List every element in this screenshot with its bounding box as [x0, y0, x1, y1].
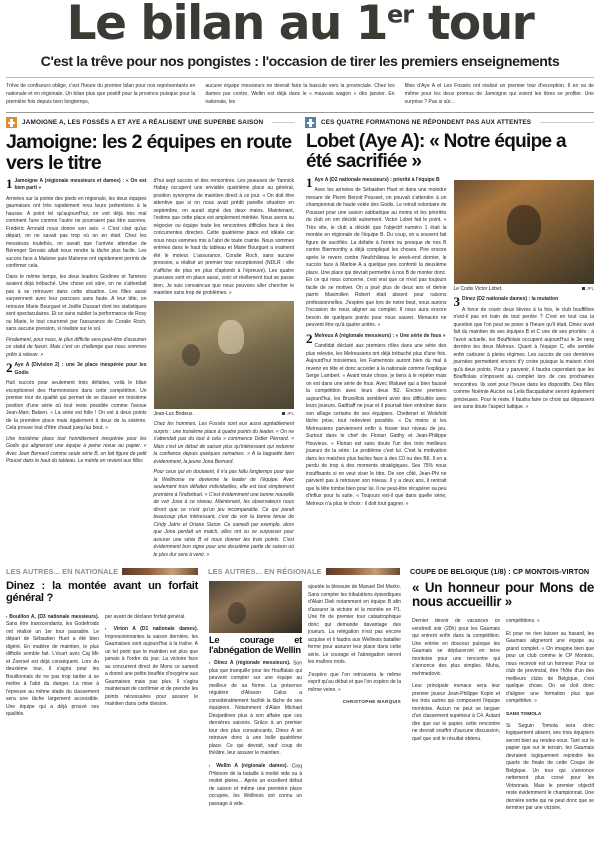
caption-text: Le Codis Victor Lobet. — [453, 285, 503, 292]
plus-icon — [6, 117, 17, 128]
item-number: 1 — [306, 174, 313, 190]
dinez-columns — [6, 609, 198, 724]
paragraph: Si Seguin Tomola sera donc logiquement absent, ses trois équipiers seront bien au rendez-vous. Tant sur le papier que sur le terrain, les Gaumais devraient logiquement rejoindre les quarts de finale de cette Coupe de Belgique. Un tour qui s'annonce nettement plus corsé pour les Virtonnais. Mais le premier objectif reste évidemment le championnat. Une dernière sortie qui ne peut donc que se terminer par une victoire. — [506, 722, 594, 812]
dinez-col-1 — [6, 609, 99, 724]
divider-intro — [6, 112, 594, 113]
caption-text: Jean-Luc Bodeux. — [153, 410, 194, 417]
coupe-col-2 — [506, 613, 594, 818]
intro-col-1: Trêve de confiseurs oblige, c'est l'heure du premier bilan pour nos représentants en nationale et en régionale. Un bilan plus que positif pour la province puisque pour la première fois depuis bien longtemps, — [6, 83, 196, 105]
article-jamoigne-col-2 — [154, 178, 295, 563]
lower-article-dinez — [6, 579, 198, 818]
credit-square-icon — [282, 412, 285, 415]
page-subtitle: C'est la trêve pour nos pongistes : l'occasion de tirer les premiers enseignements — [40, 54, 560, 71]
paragraph: Dernier devoir de vacances ce vendredi soir (20h) pour les Gaumais qui entrent enfin dans la compétition. Une entrée en douceur puisque les Gaumais se déplaceront en terre montoise pour une rencontre qui s'annonce des plus simples. Muha, mehmedovic. — [412, 618, 500, 677]
item-lead: Aye A (D2 nationale messieurs) : priorité à l'équipe B — [314, 176, 440, 183]
paragraph: Huit succès pour seulement trois défaites, voilà le bilan exceptionnel des Harmonoises dans cette compétition. Un premier tour de qualité qui permet de se classer en troisième position d'une série où tout reste possible comme l'avoue Jean-Marc Balsen. « La série est folle ! On est à deux points de la première place mais également à deux de la sixième. Cela prouve tout d'être chaud jusqu'au bout. » — [6, 380, 147, 432]
page-title — [6, 0, 594, 51]
lower-article-wellin — [209, 579, 401, 818]
paragraph: J'espère que l'on retrouvera le même esprit qu'au début et que l'on espère de la même veine. » — [308, 671, 401, 693]
item-lead: ▪ Dinez A (régionale messieurs). — [209, 660, 290, 666]
article-lobet-col-1 — [306, 174, 447, 512]
paragraph: Dans le même temps, les deux leaders Godinne et Tamines avaient déjà trébuché. Une chose est sûre, on ne s'attendait pas à se retrouver dans cette situation. Les filles aussi surprennent avec leur parcours sans faute. A leur tête, on retrouve Marie Bourguet et Joëlle Dussart dont les statistiques sont spectaculaires. Et ce sans oublier la performance de Rosy ou Marie, le tout couronné par l'assurance de Coralie Roch, sans aucune pression, si réaliste sur le sol. — [6, 273, 147, 333]
paragraph: Sans être transcendants, les Godefroids ont réalisé un 1er tour passable. Le départ de Sébastien Huet a été bien digéré. En matière de maintien, le plus difficile semble fait. L'écart avec Caj Mir et Zoersel est déjà conséquent. Lors du deuxième tour, il s'agira pour les Bouillonnais de ne pas trop tarder à se mettre à l'abri du danger. La mise à l'épreuve au même stade du classement sera une tâche largement accessible. Une équipe qui a déjà prouvé ses qualités. — [6, 621, 99, 718]
feature-articles — [6, 131, 594, 562]
photo-lobet — [454, 180, 595, 284]
item-number: 2 — [306, 330, 313, 346]
lower-article-coupe — [412, 579, 594, 818]
banner-gradient-bar — [326, 568, 400, 575]
lower-section — [6, 579, 594, 818]
photo-caption-jamoigne — [154, 411, 295, 419]
credit-text: JPL — [586, 285, 594, 291]
paragraph: Et pour ne rien laisser au hasard, les Gaumais aligneront une équipe au grand complet. « On imagine bien que pour un club comme le CP Montois, nous recevoir est un honneur. Pour ce club de provincial, être l'hôte d'un des meilleurs clubs de Belgique, c'est quelque chose. On se doit donc d'aligner une formation plus que compétitive. » — [506, 630, 594, 705]
paragraph: Une troisième place tout honnêtement inespérée pour les Godis qui aligneront une équipe à peine revue au papier. « Avec Jean Bernard comme seule série B, on fait figure de petit Poucet dans le haut du tableau. Le mérite en revient aux filles — [6, 435, 147, 465]
article-lobet-col-2 — [454, 177, 595, 512]
wellin-columns — [209, 579, 401, 813]
lower-article-dinez-headline: Dinez : la montée avant un forfait général ? — [6, 580, 198, 604]
section-banner-left — [6, 117, 295, 128]
lower-banner-regionale — [208, 567, 400, 576]
paragraph: compétitions. » — [506, 618, 540, 625]
article-lobet — [306, 131, 594, 562]
photo-figure — [507, 205, 541, 245]
dinez-col-2 — [105, 609, 198, 724]
lower-banner-row — [6, 567, 594, 576]
wellin-col-1 — [209, 579, 302, 813]
lower-banner-coupe — [410, 567, 594, 576]
section-banner-left-label: JAMOIGNE A, LES FOSSÉS A ET AYE A RÉALISENT UNE SUPERBE SAISON — [22, 119, 264, 127]
photo-caption-lobet — [454, 286, 595, 294]
paragraph: Impressionnantes la saison dernière, les Gaumaises sont aujourd'hui à la traîne. A un tel point que le maintien est plus que jamais à l'ordre du jour. La victoire face au concurrent direct de Mons ce samedi a donné une petite bouffée d'oxygène aux Gaumaises mais pas plus. Il s'agira maintenant de confirmer et de prendre les points nécessaires pour assurer le maintien dans cette division. — [105, 633, 198, 708]
masthead-ordinal: er — [386, 0, 414, 29]
photo-jamoigne — [154, 301, 295, 409]
newspaper-page — [0, 2, 600, 850]
paragraph: Chez les hommes, Les Fossés sont eux aussi agréablement surpris : une troisième place à quatre points du leader. « On ne s'attendait pas du tout à cela » commence Didier Pierrard. « Mais c'est un début de saison plus qu'intéressant qui redonne la confiance depuis quelques semaines. » A la baguette bien évidemment, la jeune Jona Bernard. — [153, 421, 294, 465]
paragraph: Finalement, pour nous, le plus difficile sera peut-être d'assumer ce statut de favori. Mais c'est un challenge que nous sommes prêts à relever. » — [6, 336, 147, 358]
section-banner-right — [305, 117, 594, 128]
item-number: 2 — [6, 360, 13, 376]
intro-col-2: aucune équipe messieurs ne devrait faire la bascule vers la provinciale. Chez les dames par contre, Wellin est déjà dans le « mauvais wagon » dès janvier. En nationale, les — [205, 83, 395, 105]
photo-figure — [182, 344, 200, 366]
item-number: 1 — [6, 175, 13, 191]
intro-block — [6, 83, 594, 106]
paragraph: per avant de déclarer forfait général. — [105, 613, 186, 620]
article-jamoigne-headline: Jamoigne: les 2 équipes en route vers le titre — [6, 131, 292, 174]
section-banner-row — [6, 117, 594, 128]
section-banner-right-label: CES QUATRE FORMATIONS NE RÉPONDENT PAS AUX ATTENTES — [321, 119, 532, 127]
paragraph: Son plus que tranquille pour les Houffalais qui peuvent compter sur une équipe au meilleur de sa forme. La présence régulière d'Alisson Calos a considérablement facilité la tâche de ses équipiers. Notamment d'Alain Michael Desjardines plus à son affaire que ces dernières saisons. Grâce à un premier tour des plus convaincants, Dinez A se retrouve donc à une belle quatrième place. Ce qui devrait, sauf coup de théâtre, leur assurer le maintien. — [209, 660, 302, 757]
coupe-col-1 — [412, 613, 500, 818]
article-lobet-headline: Lobet (Aye A): « Notre équipe a été sacrifiée » — [306, 131, 566, 172]
byline: CHRISTOPHE MARQUIS — [342, 699, 401, 705]
plus-icon — [305, 117, 316, 128]
item-lead: Jamoigne A (régionale messieurs et dames) : « On est bien parti » — [14, 177, 147, 192]
lower-banner-nationale-label: LES AUTRES... EN NATIONALE — [6, 567, 119, 577]
lower-article-coupe-headline: « Un honneur pour Mons de nous accueillir » — [412, 580, 594, 610]
article-jamoigne-col-1 — [6, 175, 147, 563]
credit-text: JPL — [286, 410, 294, 416]
article-lobet-columns — [306, 174, 594, 512]
credit-square-icon — [582, 287, 585, 290]
banner-rule — [272, 122, 295, 123]
lower-banner-coupe-label: COUPE DE BELGIQUE (1/8) : CP MONTOIS-VIRTON — [410, 567, 590, 577]
paragraph: ajoutée la blessure de Manuel Del Marko. Sans compter les tribulations épisodiques d'Alain Dieli notamment en équipe B afin d'assurer la victoire et la montée en P1. Une fin de premier tour catastrophique donc qui demande davantage des joueurs. La relégation n'est pas encore acquise et il faudra aux Wellinois batailler ferme pour assurer leur place dans cette série. Le courage et l'abnégation seront les maîtres mots. — [308, 584, 401, 666]
photo-figure — [228, 602, 246, 624]
item-lead: ▪ Bouillon A, (D3 nationale messieurs). — [6, 614, 99, 620]
item-number: 3 — [453, 294, 460, 310]
photo-figure — [218, 320, 244, 354]
paragraph: Pour ceux qui en doutaient, il n'a pas fallu longtemps pour que la Wellinoise ne devienne la leader de l'équipe. Avec seulement trois défaites individuelles, elle est tout simplement première à l'individuel. « C'est évidemment une bonne nouvelle de voir Jona à ce niveau. Maintenant, les observateurs nous diront que ce n'est qu'un jeu incomparable. Ce qui parait beaucoup plus intéressant, c'est de voir la bonne tenue de Cindy Jatris et Oriane Siston. Ce samedi par exemple, alors que Jona perdait un match, elles ont su se surpasser pour assurer une série B et nous donner les trois points. C'est évidemment bon signe pour une deuxième partie de saison où le plus dur sera à venir. » — [153, 469, 294, 558]
divider-top — [6, 77, 594, 78]
item-lead: Melreux A (régionale messieurs) : « Une série de fous » — [314, 332, 446, 339]
item-lead: Dinez (D2 nationale dames) : la mutation — [462, 296, 559, 303]
paragraph: Candidat déclaré aux premiers rôles dans une série des plus relevée, les Melreusiens ont déjà trébuché plus d'une fois. Aujourd'hui troisièmes, les Famennois auront bien du mal à revenir en tête et donc accéder à la nationale comme l'explique Serge Lambert. « Avant toute chose, je tiens à le répéter mais on est dans une série de fous. Avec Waluwé qui a bien faussé la compétition avec leurs deux B2. Encore premiers aujourd'hui, les Bruxellois semblent avoir des difficultés avec leurs joueurs. Gatthaff ne joue et il pourrait bien entraîner dans son sillage certains de ses équipiers. Cheltenet et Wolsfeld lâche prise, tout redevient possible. « Du moins si les Melreusiens parviennent enfin à hisser leur niveau de jeu. Surtout dans le chef de Florian Gatthy et Jean-Philippe Houvieux. « Florian est sans doute l'un des trois meilleurs joueurs de la série. Le problème c'est lui. C'est la motivation dans les matches plus faciles face à des C0 ou des B6. Il en a perdu de trop à des moments stratégiques. Ses 75% nous insuffisants si on veut viser le titre. De son côté, Jean-Phi ne parvient pas à retrouver son niveau. Il y a deux ans, il rentrait que la tête tombe bien pour lui. Il ne peut-être récupérer sa peu d'influx pour la suite. « Toujours est-il que dans quelle série, Melreux n'a plus le choix : il doit tout gagner. » — [306, 343, 447, 507]
lower-banner-regionale-label: LES AUTRES... EN RÉGIONALE — [208, 567, 322, 577]
photo-credit — [582, 286, 594, 292]
coupe-columns — [412, 613, 594, 818]
item-lead: ▪ Virton A (D1 nationale dames). — [105, 626, 198, 632]
paragraph: A force de courir deux lièvres à la fois, le club bouffillois n'est-il pas en train de tout perdre ? C'est en tout cas la question que l'on peut se poser à l'heure qu'il était. Dinez avait fait du maintien de ses équipes B et C une de ses priorités : à l'avoir actuelle, les Bouffiolais occupent aujourd'hui le 3e rang derrière les deux Melreux. Quant à l'équipe C, elle semble enfin carburer à pleins régimes. Les succès de ces dernières journées permettent encore d'y croire puisque la maison n'est qu'à deux points. Pour y parvenir, il faudra cependant que les Bouffiolais s'imposent au complet lors de ces prochaines rencontres. Ils sont pour l'heure dans les dispositifs. Des filles comme Noémie Aucion ou Leila Bacqualaine seront également précieuses. Pour le reste, il faudra faire ce choix qui dépassent ses sans doute l'aspect ludique. » — [453, 306, 594, 411]
article-jamoigne-columns — [6, 175, 294, 563]
paragraph: Avec les arrivées de Sébastien Huet et dans une moindre mesure de Pierre Benoit Pousset, on pouvait s'attendre à un championnat de haute volée des Godis. Le retrait volontaire de Pousset pour une saison sabbatique au moins et les priorités du club en ont décidé autrement. Victor Lobet fait le point. « Très vite, le club a décidé que l'objectif numéro 1 était la montée en régionale de l'équipe B. Du coup, on a souvent fait figure de sacrifiés. La défaite à l'entre ou presque de nos B contre Biermonthy a déjà compliqué les choses. Pire encore après le revers contre Neufchâteau le week-end dernier, le succès face à Marloie A a quelque peu conforté la deuxième place. Une place qui devrait permettre à nos B de monter donc. En ce qui nous concerne, c'est vrai que ce n'est pas toujours facile de se motiver. On a joué plus de deux ans et demie parmi Maximilien Robert était absent pour raisons professionnelles. J'espère que lors de notre bout, nous aurons l'occasion de nous aligner au complet. Il nous aura encore besoin de quelques points pour nous sauver. Menacés ne peuvent être qu'à quatre unités. » — [306, 187, 447, 329]
lower-banner-nationale — [6, 567, 198, 576]
photo-wellin — [209, 581, 302, 633]
wellin-col-2 — [308, 579, 401, 813]
item-lead: Aye A (Division 2) : une 3e place inespérée pour les Godis — [14, 362, 147, 376]
masthead-part1: Le bilan au 1 — [66, 0, 387, 51]
photo-credit — [282, 411, 294, 417]
masthead-part2: tour — [413, 0, 534, 51]
item-lead: ▪ Wellin A (régionale dames). — [209, 763, 288, 769]
paragraph: Arrivées sur la pointe des pieds en régionale, les deux équipes gaumaises ont très rapidement revu leurs prétentions à la hausse. A point tel qu'aujourd'hui, on voit déjà très mal comment l'une comme l'autre ne pourraient pas être sacrées. Frédéric Arnould nous donne son avis. « C'est clair qu'au départ, on ne savait pas trop où on en était. Chez les messieurs toutefois, on savait que l'arrivée attendue de Bérenger Servais allait nous rendre la tâche plus facile. Les succès face à Maloine puis Malonne ont rapidement permis de confirmer cela. — [6, 195, 147, 270]
banner-rule — [540, 122, 594, 123]
paragraph: d'hui sept succès et des rencontres. Les joueuses de Yannick Habay occupent une enviable quatrième place au général, position synonyme de maintien direct à ce jour. « On doit être attentive que si on nous avait prédit pareille situation en septembre, on aurait signé des deux mains. Maintenant, l'estime que cette place est amplement méritée. Nous avons su négocier ou équipe toute les rencontres difficiles face à des concurrentes directes. Cette quatrième place est idéale car nous nous sommes mis à l'abri de toute crainte. Nous sommes entrées dans le haut du tableau et Marie Bourguet a vraiment été le moteur. L'assurance, Coralie Roch, sans aucune pression, a réalisé un premier tour exceptionnel (NDLR : elle n'affiche de plus en plus d'aplomb à l'épreuve). Les quatre joueuses sont en place aussi, voici et réellement tout se passe bien. Je suis convaincue que nous pouvons aller chercher le maintien sans trop de problèmes. » — [153, 177, 294, 297]
paragraph: Cinq l'Histoire de la bataille à moitié vide ou à moitié pleine... Après un excellent début de saison et même une première place occupée, les Wellinois ont connu un passage à vide. — [209, 763, 303, 807]
intro-col-3: filles d'Aye A et Les Fossés ont réalisé un premier tour d'exception. Il en va de même pour les deux promus de Jamoigne qui voient les titres se profiler. Une surprise ? Pas si sûr... — [404, 83, 594, 105]
lower-article-wellin-headline: Le courage et l'abnégation de Wellin — [209, 634, 302, 655]
banner-gradient-bar — [122, 568, 198, 575]
subsection-heading: SANS TOMOLA — [506, 711, 542, 717]
article-jamoigne — [6, 131, 294, 562]
paragraph: Leur principale menace sera leur premier joueur Jean-Philippe Koplo et les trois autres qui composent l'équipe montoise. Aucun ne peut se targuer d'un classement supérieur à C4. Autant dire que sur le papier, cette rencontre ne devrait souffrir d'aucune discussion, quel que soit le résultat obtenu. — [412, 683, 500, 742]
